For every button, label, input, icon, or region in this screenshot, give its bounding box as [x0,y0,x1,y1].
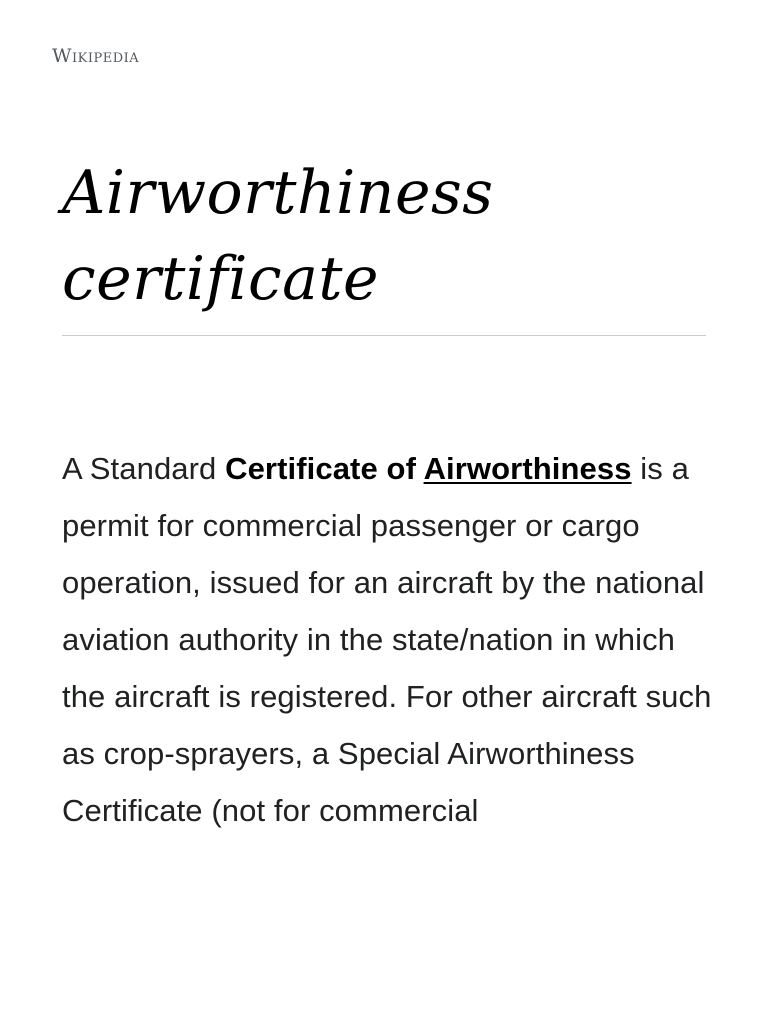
title-divider [62,335,706,336]
lead-bold-term [225,451,631,486]
page-title-line-1: Airworthiness [62,158,494,228]
article-lead-paragraph [62,440,712,839]
page-title [62,150,706,322]
wikipedia-wordmark-link[interactable]: Wikipedia [52,45,140,67]
page-title-line-2: certificate [62,244,379,314]
lead-body-text: is a permit for commercial passenger or cargo operation, issued for an aircraft by the national aviation authority in the state/nation in which the aircraft is registered. For other aircraft such as crop-sprayers, a Special Airworthiness Certificate (not for commercial [62,451,712,828]
site-header [52,40,139,72]
lead-prefix-text: A Standard [62,451,226,486]
airworthiness-link[interactable]: Airworthiness [423,451,632,486]
page-title-block [62,150,706,322]
lead-bold-text: Certificate of [225,451,424,486]
